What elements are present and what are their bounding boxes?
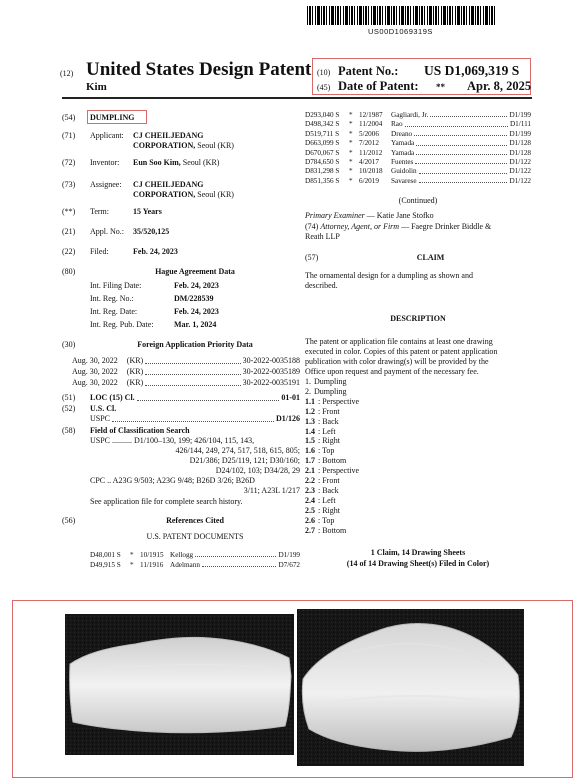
examiner-label: Primary Examiner	[305, 211, 365, 220]
figure-number: 1.2	[305, 406, 315, 416]
hague-code: (80)	[62, 267, 76, 276]
figure-number: 2.4	[305, 495, 315, 505]
priority-row	[72, 367, 300, 377]
figure-view: : Perspective	[318, 466, 360, 476]
description-line: The patent or application file contains at least one drawing	[305, 337, 493, 346]
ref-class: D1/199	[509, 129, 531, 138]
applicant-name-2: CORPORATION,	[133, 141, 196, 150]
appl-no-label: Appl. No.:	[90, 227, 124, 236]
attorney-name: — Faegre Drinker Biddle &	[401, 222, 492, 231]
loc-code: (51)	[62, 393, 76, 402]
ref-star: *	[349, 176, 353, 185]
dumpling-figure-1	[65, 614, 294, 755]
figure-list-item	[305, 417, 339, 427]
ref-star: *	[349, 148, 353, 157]
inventor-name: Eun Soo Kim,	[133, 158, 181, 167]
uspc-value: D1/126	[276, 414, 300, 423]
figure-list-item	[305, 387, 346, 397]
priority-country: (KR)	[126, 356, 144, 365]
loc-value: 01-01	[281, 393, 300, 402]
ref-name: Gagliardi, Jr.	[391, 111, 429, 119]
applicant-name: CJ CHEILJEDANG	[133, 131, 204, 140]
ref-number: D784,650 S	[305, 158, 340, 166]
assignee-name: CJ CHEILJEDANG	[133, 180, 204, 189]
priority-number: 30-2022-0035188	[242, 356, 300, 365]
ref-class: D1/122	[509, 176, 531, 185]
search-history-note: See application file for complete search history.	[90, 497, 243, 506]
claim-text: The ornamental design for a dumpling as shown and	[305, 271, 473, 280]
refs-code: (56)	[62, 516, 76, 525]
figure-number: 1.1	[305, 396, 315, 406]
assignee-name-2: CORPORATION,	[133, 190, 196, 199]
leader-dots	[405, 120, 508, 126]
reference-row	[305, 111, 531, 119]
term-value: 15 Years	[133, 207, 162, 216]
sheets-summary: (14 of 14 Drawing Sheet(s) Filed in Color)	[346, 559, 490, 568]
ref-date: 5/2006	[359, 129, 379, 138]
date-code: (45)	[317, 83, 331, 92]
figure-view: : Back	[318, 416, 339, 426]
ref-star: *	[130, 561, 134, 569]
figure-number: 1.4	[305, 426, 315, 436]
date-label: Date of Patent:	[338, 79, 419, 93]
figure-list-item	[305, 427, 336, 437]
continued-label: (Continued)	[398, 196, 438, 205]
barcode	[307, 6, 495, 25]
figure-view: : Front	[318, 476, 340, 485]
ref-class: D1/128	[509, 139, 531, 148]
leader-dots	[419, 167, 508, 173]
priority-code: (30)	[62, 340, 76, 349]
applicant-code: (71)	[62, 131, 76, 140]
figure-view: : Right	[318, 505, 341, 515]
reference-row	[305, 177, 531, 185]
filed-code: (22)	[62, 247, 76, 256]
refs-subtitle: U.S. PATENT DOCUMENTS	[146, 532, 244, 541]
inventor-label: Inventor:	[90, 158, 120, 167]
barcode-number: US00D1069319S	[368, 27, 433, 36]
leader-dots	[430, 111, 507, 117]
attorney-label: Attorney, Agent, or Firm	[320, 222, 400, 231]
ref-star: *	[349, 167, 353, 176]
ref-date: 10/2018	[359, 167, 383, 176]
examiner-row	[305, 211, 434, 221]
assignee-code: (73)	[62, 180, 76, 189]
hague-row-value: Mar. 1, 2024	[174, 320, 217, 329]
appl-no-value: 35/520,125	[133, 227, 170, 236]
leader-dots	[202, 561, 276, 567]
priority-country: (KR)	[126, 367, 144, 376]
ref-number: D831,298 S	[305, 167, 340, 176]
ref-star: *	[130, 551, 134, 559]
ref-class: D7/672	[278, 561, 300, 569]
design-title: DUMPLING	[90, 113, 135, 122]
priority-country: (KR)	[126, 378, 144, 387]
hague-row-label: Int. Reg. Pub. Date:	[90, 320, 154, 329]
hague-row-value: Feb. 24, 2023	[174, 307, 219, 316]
description-line: Office upon request and payment of the necessary fee.	[305, 367, 479, 376]
ref-name: Guidolin	[391, 167, 417, 176]
leader-dots	[112, 414, 274, 422]
reference-row	[90, 551, 300, 559]
ref-name: Rao	[391, 120, 403, 129]
term-code: (**)	[62, 207, 76, 216]
figure-list-item	[305, 476, 340, 486]
ref-name: Yamada	[391, 139, 415, 148]
figure-view: Dumpling	[314, 377, 347, 386]
leader-dots	[195, 551, 276, 557]
ref-star: *	[349, 129, 353, 138]
description-title: DESCRIPTION	[390, 314, 446, 323]
figure-number: 2.7	[305, 525, 315, 535]
figure-list-item	[305, 486, 339, 496]
reference-row	[305, 120, 531, 128]
figure-list-item	[305, 526, 346, 536]
loc-class-row	[62, 393, 300, 403]
figure-list-item	[305, 436, 340, 446]
figure-list-item	[305, 506, 340, 516]
leader-dots	[414, 130, 507, 136]
reference-row	[305, 149, 531, 157]
term-label: Term:	[90, 207, 109, 216]
leader-dots	[419, 177, 508, 183]
figure-number: 1.6	[305, 446, 315, 456]
reference-row	[305, 158, 531, 166]
figure-number: 1.	[305, 377, 311, 386]
applicant-label: Applicant:	[90, 131, 124, 140]
date-stars: **	[436, 82, 445, 92]
figure-view: : Front	[318, 406, 340, 416]
ref-star: *	[349, 158, 353, 166]
figure-view: : Top	[318, 515, 335, 525]
ref-number: D663,099 S	[305, 139, 340, 148]
dumpling-figure-2	[297, 609, 524, 766]
applicant-line2	[133, 141, 234, 151]
hague-title: Hague Agreement Data	[155, 267, 235, 276]
document-title: United States Design Patent	[86, 59, 312, 80]
claim-code: (57)	[305, 253, 319, 262]
figure-view: : Right	[318, 436, 341, 446]
ref-name: Yamada	[391, 148, 415, 157]
patent-no-code: (10)	[317, 68, 331, 77]
hague-row-label: Int. Reg. No.:	[90, 294, 134, 303]
ref-number: D48,001 S	[90, 551, 121, 559]
us-class-row	[62, 404, 116, 414]
attorney-name-2: Reath LLP	[305, 232, 340, 241]
priority-number: 30-2022-0035189	[242, 367, 300, 376]
inventor-value	[133, 158, 219, 168]
loc-label: LOC (15) Cl.	[90, 393, 135, 402]
ref-number: D670,067 S	[305, 148, 340, 157]
filed-label: Filed:	[90, 247, 109, 256]
uspc-label: USPC	[90, 414, 111, 423]
figure-number: 2.1	[305, 466, 315, 476]
leader-dots	[145, 356, 240, 364]
ref-number: D851,356 S	[305, 176, 340, 185]
us-class-code: (52)	[62, 404, 76, 413]
ref-class: D1/128	[509, 148, 531, 157]
patent-number: US D1,069,319 S	[424, 63, 520, 78]
ref-date: 4/2017	[359, 158, 379, 166]
figure-list-item	[305, 456, 346, 466]
search-line: CPC .. A23G 9/503; A23G 9/48; B26D 3/26; B26D	[90, 476, 255, 485]
ref-date: 7/2012	[359, 139, 379, 148]
ref-number: D498,342 S	[305, 120, 340, 129]
examiner-name: — Katie Jane Stofko	[366, 211, 434, 220]
ref-star: *	[349, 111, 353, 119]
figure-view: : Back	[318, 485, 339, 495]
attorney-code: (74)	[305, 222, 319, 231]
figure-number: 2.3	[305, 485, 315, 495]
figure-number: 1.7	[305, 456, 315, 466]
priority-date: Aug. 30, 2022	[72, 378, 118, 387]
ref-class: D1/199	[278, 551, 300, 559]
us-class-label: U.S. Cl.	[90, 404, 117, 413]
assignee-label: Assignee:	[90, 180, 122, 189]
figure-number: 1.5	[305, 436, 315, 446]
inventor-code: (72)	[62, 158, 76, 167]
figure-view: : Left	[318, 426, 336, 436]
figure-view: : Perspective	[318, 396, 360, 406]
applicant-location: Seoul (KR)	[197, 141, 234, 150]
patent-date: Apr. 8, 2025	[467, 79, 532, 93]
priority-number: 30-2022-0035191	[242, 378, 300, 387]
figure-view: : Top	[318, 446, 335, 456]
priority-date: Aug. 30, 2022	[72, 367, 118, 376]
ref-date: 6/2019	[359, 176, 379, 185]
kind-code: (12)	[60, 69, 74, 78]
attorney-row	[305, 222, 491, 232]
ref-date: 12/1987	[359, 111, 383, 119]
ref-class: D1/122	[509, 158, 531, 166]
search-line: USPC .......... D1/100–130, 199; 426/104, 115, 143,	[90, 436, 255, 445]
patent-no-label: Patent No.:	[338, 64, 399, 78]
leader-dots	[145, 367, 240, 375]
ref-number: D49,915 S	[90, 561, 121, 569]
figure-view: : Bottom	[318, 525, 347, 535]
leader-dots	[416, 139, 507, 145]
search-line: D24/102, 103; D34/28, 29	[215, 466, 300, 475]
priority-date: Aug. 30, 2022	[72, 356, 118, 365]
hague-row-label: Int. Filing Date:	[90, 281, 142, 290]
ref-name: Savarese	[391, 176, 417, 185]
figure-number: 2.6	[305, 515, 315, 525]
leader-dots	[145, 378, 240, 386]
ref-date: 11/2012	[359, 148, 383, 157]
figure-number: 2.5	[305, 505, 315, 515]
priority-row	[72, 356, 300, 366]
leader-dots	[416, 149, 507, 155]
description-line: executed in color. Copies of this patent or patent application	[305, 347, 498, 356]
assignee-line2	[133, 190, 234, 200]
refs-title: References Cited	[166, 516, 224, 525]
figure-number: 1.3	[305, 416, 315, 426]
inventor-surname: Kim	[86, 81, 107, 93]
leader-dots	[415, 158, 507, 164]
figure-list-item	[305, 407, 340, 417]
search-title: Field of Classification Search	[90, 426, 190, 435]
uspc-row	[90, 414, 300, 424]
ref-number: D519,711 S	[305, 129, 340, 138]
ref-star: *	[349, 120, 353, 129]
title-code: (54)	[62, 113, 76, 122]
hague-row-value: Feb. 24, 2023	[174, 281, 219, 290]
search-line: D21/386; D25/119, 121; D30/160;	[189, 456, 300, 465]
claim-text: described.	[305, 281, 338, 290]
figure-number: 2.	[305, 386, 311, 396]
search-line: 426/144, 249, 274, 517, 518, 615, 805;	[175, 446, 300, 455]
figure-list-item	[305, 446, 334, 456]
ref-class: D1/122	[509, 167, 531, 176]
hague-row-label: Int. Reg. Date:	[90, 307, 138, 316]
ref-name: Adelmann	[170, 561, 200, 569]
reference-row	[305, 167, 531, 175]
ref-name: Dreano	[391, 129, 413, 138]
header-rule	[62, 97, 532, 99]
figure-view: : Left	[318, 495, 336, 505]
ref-name: Kellogg	[170, 551, 194, 559]
ref-date: 10/1915	[140, 551, 164, 559]
ref-name: Fuentes	[391, 158, 414, 166]
ref-star: *	[349, 139, 353, 148]
priority-title: Foreign Application Priority Data	[137, 340, 253, 349]
ref-number: D293,040 S	[305, 111, 340, 119]
figure-view: Dumpling	[314, 386, 347, 396]
figure-list-item	[305, 377, 346, 387]
search-line: 3/11; A23L 1/217	[243, 486, 300, 495]
figure-number: 2.2	[305, 476, 315, 485]
inventor-location: Seoul (KR)	[182, 158, 220, 167]
hague-row-value: DM/228539	[174, 294, 214, 303]
leader-dots	[137, 393, 280, 401]
figure-list-item	[305, 516, 334, 526]
figure-view: : Bottom	[318, 456, 347, 466]
ref-class: D1/199	[509, 111, 531, 119]
assignee-location: Seoul (KR)	[197, 190, 234, 199]
description-line: publication with color drawing(s) will be provided by the	[305, 357, 489, 366]
figure-list-item	[305, 466, 359, 476]
ref-date: 11/2004	[359, 120, 383, 129]
reference-row	[305, 139, 531, 147]
search-code: (58)	[62, 426, 76, 435]
ref-class: D1/111	[509, 120, 531, 129]
figure-list-item	[305, 496, 336, 506]
ref-date: 11/1916	[140, 561, 164, 569]
appl-no-code: (21)	[62, 227, 76, 236]
filed-value: Feb. 24, 2023	[133, 247, 178, 256]
claims-summary: 1 Claim, 14 Drawing Sheets	[370, 548, 466, 557]
reference-row	[90, 561, 300, 569]
claim-title: CLAIM	[416, 253, 445, 262]
figure-list-item	[305, 397, 359, 407]
priority-row	[72, 378, 300, 388]
reference-row	[305, 130, 531, 138]
